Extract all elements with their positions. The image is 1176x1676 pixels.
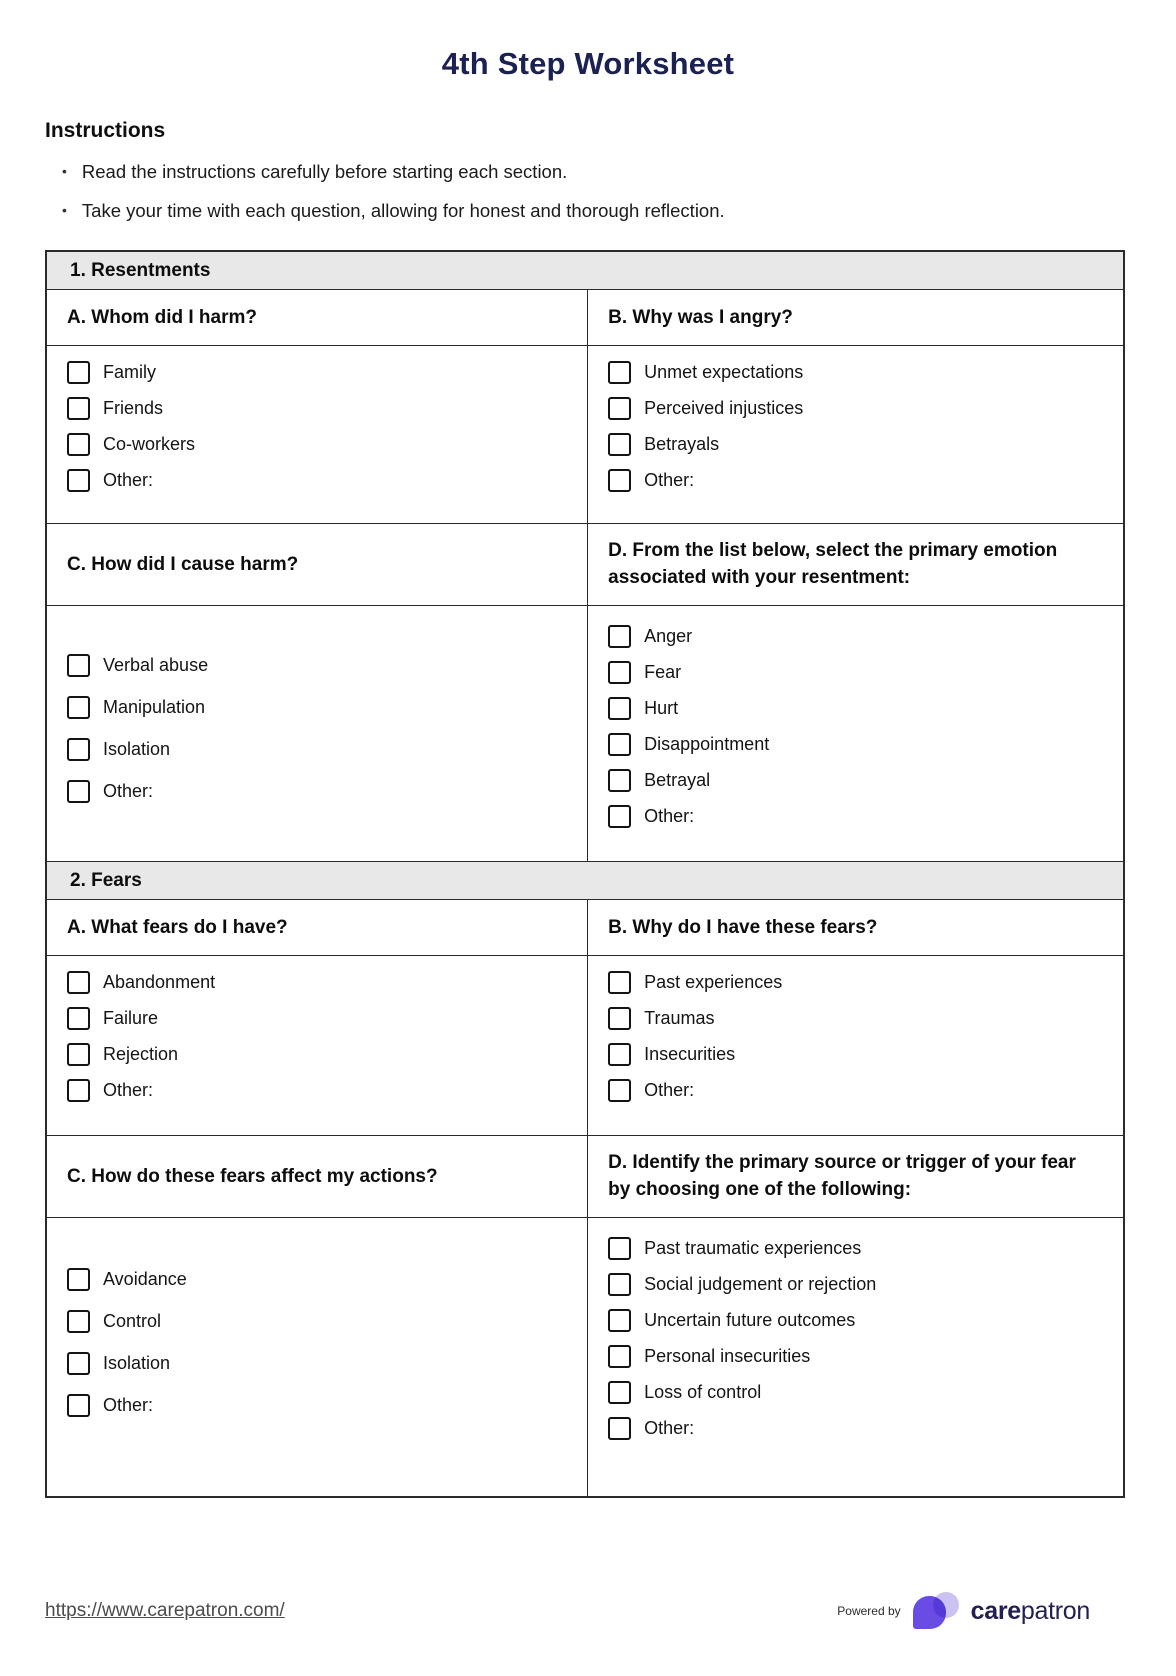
question-b-resentments: B. Why was I angry? (587, 290, 1123, 345)
option-label: Other: (103, 781, 154, 802)
checkbox-option[interactable] (608, 1417, 1123, 1440)
powered-by-label: Powered by (837, 1604, 901, 1618)
instructions-heading: Instructions (45, 119, 166, 142)
options-b-resentments (587, 346, 1123, 523)
checkbox[interactable] (608, 625, 631, 648)
checkbox-option[interactable] (67, 738, 587, 761)
checkbox[interactable] (608, 661, 631, 684)
checkbox[interactable] (608, 361, 631, 384)
checkbox-option[interactable] (67, 1352, 587, 1375)
checkbox[interactable] (67, 738, 90, 761)
checkbox[interactable] (608, 1273, 631, 1296)
checkbox[interactable] (608, 1237, 631, 1260)
option-label: Past traumatic experiences (644, 1238, 862, 1259)
option-label: Control (103, 1311, 162, 1332)
checkbox-option[interactable] (67, 1043, 587, 1066)
section-header-fears: 2. Fears (47, 862, 1123, 900)
checkbox-option[interactable] (608, 361, 1123, 384)
question-c-fears: C. How do these fears affect my actions? (67, 1165, 438, 1187)
option-label: Social judgement or rejection (644, 1274, 877, 1295)
checkbox-option[interactable] (608, 769, 1123, 792)
checkbox[interactable] (67, 780, 90, 803)
checkbox-option[interactable] (67, 1310, 587, 1333)
option-label: Other: (103, 470, 154, 491)
checkbox-option[interactable] (67, 469, 587, 492)
option-label: Hurt (644, 698, 679, 719)
option-label: Other: (644, 470, 695, 491)
checkbox-option[interactable] (608, 805, 1123, 828)
carepatron-logo-icon (913, 1592, 959, 1630)
instructions-section (0, 119, 1176, 222)
checkbox[interactable] (608, 733, 631, 756)
option-label: Rejection (103, 1044, 179, 1065)
options-a-fears (47, 956, 587, 1135)
option-label: Other: (103, 1080, 154, 1101)
option-label: Fear (644, 662, 682, 683)
checkbox[interactable] (67, 1394, 90, 1417)
options-b-fears (587, 956, 1123, 1135)
checkbox[interactable] (67, 654, 90, 677)
checkbox[interactable] (608, 397, 631, 420)
option-label: Isolation (103, 1353, 171, 1374)
checkbox[interactable] (608, 1309, 631, 1332)
checkbox-option[interactable] (67, 397, 587, 420)
checkbox[interactable] (608, 1043, 631, 1066)
checkbox-option[interactable] (608, 1345, 1123, 1368)
checkbox[interactable] (608, 1007, 631, 1030)
checkbox-option[interactable] (608, 1043, 1123, 1066)
options-row (47, 606, 1123, 862)
question-d-fears: D. Identify the primary source or trigger of your fear by choosing one of the following: (587, 1136, 1123, 1217)
carepatron-link[interactable]: https://www.carepatron.com/ (45, 1600, 285, 1621)
option-label: Perceived injustices (644, 398, 804, 419)
checkbox-option[interactable] (608, 1237, 1123, 1260)
option-label: Uncertain future outcomes (644, 1310, 856, 1331)
checkbox[interactable] (608, 805, 631, 828)
option-label: Family (103, 362, 156, 383)
options-row (47, 956, 1123, 1136)
option-label: Abandonment (103, 972, 216, 993)
option-label: Personal insecurities (644, 1346, 811, 1367)
checkbox-option[interactable] (67, 361, 587, 384)
question-row (47, 1136, 1123, 1218)
checkbox[interactable] (608, 1381, 631, 1404)
option-label: Unmet expectations (644, 362, 804, 383)
checkbox[interactable] (608, 433, 631, 456)
checkbox[interactable] (608, 1345, 631, 1368)
instruction-item: • Read the instructions carefully before starting each section. (45, 161, 1131, 183)
checkbox-option[interactable] (608, 1007, 1123, 1030)
question-row (47, 524, 1123, 606)
option-label: Traumas (644, 1008, 715, 1029)
options-row (47, 1218, 1123, 1496)
checkbox[interactable] (608, 697, 631, 720)
option-label: Disappointment (644, 734, 770, 755)
checkbox-option[interactable] (67, 1007, 587, 1030)
option-label: Loss of control (644, 1382, 762, 1403)
option-label: Isolation (103, 739, 171, 760)
checkbox-option[interactable] (67, 654, 587, 677)
options-a-resentments (47, 346, 587, 523)
checkbox-option[interactable] (608, 1079, 1123, 1102)
checkbox[interactable] (608, 1417, 631, 1440)
question-row (47, 900, 1123, 956)
question-c-resentments: C. How did I cause harm? (67, 553, 299, 575)
carepatron-wordmark: carepatron (970, 1596, 1090, 1625)
checkbox-option[interactable] (67, 780, 587, 803)
checkbox[interactable] (67, 469, 90, 492)
checkbox-option[interactable] (608, 469, 1123, 492)
checkbox-option[interactable] (608, 433, 1123, 456)
checkbox[interactable] (67, 1079, 90, 1102)
checkbox[interactable] (67, 1043, 90, 1066)
option-label: Betrayals (644, 434, 720, 455)
checkbox-option[interactable] (608, 397, 1123, 420)
checkbox-option[interactable] (608, 625, 1123, 648)
checkbox[interactable] (608, 971, 631, 994)
checkbox[interactable] (608, 469, 631, 492)
option-label: Other: (644, 1418, 695, 1439)
page-title: 4th Step Worksheet (441, 46, 735, 81)
question-a-resentments: A. Whom did I harm? (67, 306, 257, 328)
checkbox-option[interactable] (608, 697, 1123, 720)
checkbox[interactable] (608, 769, 631, 792)
checkbox[interactable] (67, 1268, 90, 1291)
option-label: Other: (644, 1080, 695, 1101)
option-label: Other: (103, 1395, 154, 1416)
options-d-fears (587, 1218, 1123, 1496)
options-d-resentments (587, 606, 1123, 861)
page-footer (45, 1592, 1090, 1630)
option-label: Anger (644, 626, 693, 647)
checkbox-option[interactable] (608, 1381, 1123, 1404)
option-label: Friends (103, 398, 164, 419)
checkbox[interactable] (67, 397, 90, 420)
checkbox[interactable] (67, 1352, 90, 1375)
option-label: Betrayal (644, 770, 711, 791)
checkbox-option[interactable] (608, 971, 1123, 994)
checkbox-option[interactable] (67, 1079, 587, 1102)
options-c-fears (47, 1218, 587, 1496)
option-label: Other: (644, 806, 695, 827)
checkbox-option[interactable] (67, 433, 587, 456)
option-label: Avoidance (103, 1269, 187, 1290)
option-label: Past experiences (644, 972, 783, 993)
checkbox-option[interactable] (608, 1309, 1123, 1332)
option-label: Insecurities (644, 1044, 736, 1065)
options-c-resentments (47, 606, 587, 861)
option-label: Failure (103, 1008, 159, 1029)
section-header-resentments: 1. Resentments (47, 252, 1123, 290)
question-d-resentments: D. From the list below, select the primary emotion associated with your resentment: (587, 524, 1123, 605)
checkbox[interactable] (67, 1007, 90, 1030)
checkbox[interactable] (67, 361, 90, 384)
checkbox-option[interactable] (67, 971, 587, 994)
checkbox[interactable] (67, 1310, 90, 1333)
instruction-item: • Take your time with each question, allowing for honest and thorough reflection. (45, 200, 1131, 222)
option-label: Manipulation (103, 697, 206, 718)
question-b-fears: B. Why do I have these fears? (587, 900, 1123, 955)
checkbox-option[interactable] (608, 1273, 1123, 1296)
option-label: Co-workers (103, 434, 196, 455)
checkbox[interactable] (67, 433, 90, 456)
question-a-fears: A. What fears do I have? (67, 916, 288, 938)
option-label: Verbal abuse (103, 655, 209, 676)
checkbox-option[interactable] (67, 1268, 587, 1291)
powered-by-brand (837, 1592, 1090, 1630)
instructions-list (45, 161, 1131, 222)
options-row (47, 346, 1123, 524)
checkbox[interactable] (608, 1079, 631, 1102)
checkbox[interactable] (67, 696, 90, 719)
checkbox-option[interactable] (608, 661, 1123, 684)
worksheet-table (45, 250, 1125, 1498)
question-row (47, 290, 1123, 346)
checkbox-option[interactable] (67, 1394, 587, 1417)
checkbox[interactable] (67, 971, 90, 994)
checkbox-option[interactable] (67, 696, 587, 719)
checkbox-option[interactable] (608, 733, 1123, 756)
